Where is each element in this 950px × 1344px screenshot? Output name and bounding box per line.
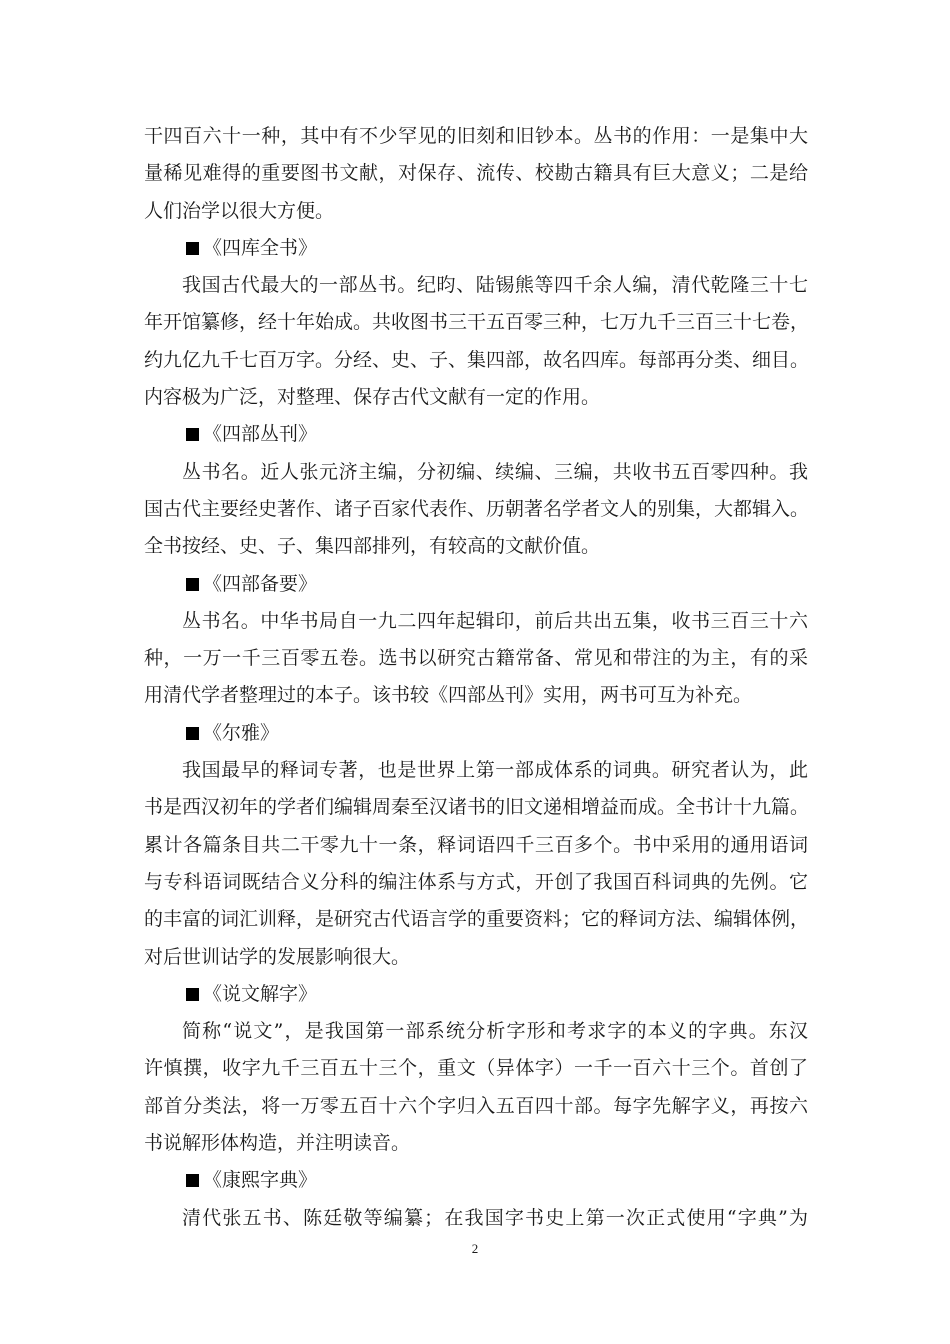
text-line: 内容极为广泛，对整理、保存古代文献有一定的作用。: [144, 386, 601, 409]
black-square-bullet-icon: [186, 1174, 199, 1187]
text-line: 简称“说文”，是我国第一部系统分析字形和考求字的本义的字典。东汉: [182, 1020, 808, 1043]
body-text: [144, 118, 808, 1237]
text-line: 我国最早的释词专著，也是世界上第一部成体系的词典。研究者认为，此: [182, 759, 808, 782]
section-heading-sibu-congkan: 《四部丛刊》: [144, 416, 808, 453]
text-line: 对后世训诂学的发展影响很大。: [144, 945, 411, 968]
text-line: 部首分类法，将一万零五百十六个字归入五百四十部。每字先解字义，再按六: [144, 1094, 808, 1117]
text-line: 约九亿九千七百万字。分经、史、子、集四部，故名四库。每部再分类、细目。: [144, 348, 810, 371]
text-line: 年开馆纂修，经十年始成。共收图书三干五百零三种，七万九千三百三十七卷，: [144, 311, 810, 334]
black-square-bullet-icon: [186, 727, 199, 740]
text-line: 书是西汉初年的学者们编辑周秦至汉诸书的旧文递相增益而成。全书计十九篇。: [144, 796, 810, 819]
text-line: 清代张五书、陈廷敬等编纂；在我国字书史上第一次正式使用“字典”为: [182, 1206, 808, 1229]
black-square-bullet-icon: [186, 578, 199, 591]
text-line: 国古代主要经史著作、诸子百家代表作、历朝著名学者文人的别集，大都辑入。: [144, 497, 810, 520]
section-heading-shuowen-jiezi: 《说文解字》: [144, 976, 808, 1013]
text-line: 用清代学者整理过的本子。该书较《四部丛刊》实用，两书可互为补充。: [144, 684, 753, 707]
page-number: 2: [471, 1241, 479, 1256]
text-line: 我国古代最大的一部丛书。纪昀、陆锡熊等四千余人编，清代乾隆三十七: [182, 274, 808, 297]
section-heading-sibu-beiyao: 《四部备要》: [144, 566, 808, 603]
text-line: 人们治学以很大方便。: [144, 199, 335, 222]
text-line: 全书按经、史、子、集四部排列，有较高的文献价值。: [144, 535, 601, 558]
text-line: 许慎撰，收字九千三百五十三个，重文（异体字）一千一百六十三个。首创了: [144, 1057, 808, 1080]
black-square-bullet-icon: [186, 428, 199, 441]
section-heading-kangxi-zidian: 《康熙字典》: [144, 1162, 808, 1199]
text-line: 的丰富的词汇训释，是研究古代语言学的重要资料；它的释词方法、编辑体例，: [144, 908, 810, 931]
black-square-bullet-icon: [186, 988, 199, 1001]
text-line: 干四百六十一种，其中有不少罕见的旧刻和旧钞本。丛书的作用：一是集中大: [144, 125, 808, 147]
section-heading-erya: 《尔雅》: [144, 715, 808, 752]
section-heading-siku-quanshu: 《四库全书》: [144, 230, 808, 267]
black-square-bullet-icon: [186, 242, 199, 255]
text-line: 与专科语词既结合义分科的编注体系与方式，开创了我国百科词典的先例。它: [144, 870, 808, 893]
text-line: 丛书名。中华书局自一九二四年起辑印，前后共出五集，收书三百三十六: [182, 609, 808, 632]
text-line: 量稀见难得的重要图书文献，对保存、流传、校勘古籍具有巨大意义；二是给: [144, 162, 808, 185]
text-line: 种，一万一千三百零五卷。选书以研究古籍常备、常见和带注的为主，有的采: [144, 647, 808, 670]
text-line: 书说解形体构造，并注明读音。: [144, 1132, 411, 1155]
text-line: 累计各篇条目共二干零九十一条，释词语四千三百多个。书中采用的通用语词: [144, 833, 808, 856]
text-line: 丛书名。近人张元济主编，分初编、续编、三编，共收书五百零四种。我: [182, 460, 808, 483]
